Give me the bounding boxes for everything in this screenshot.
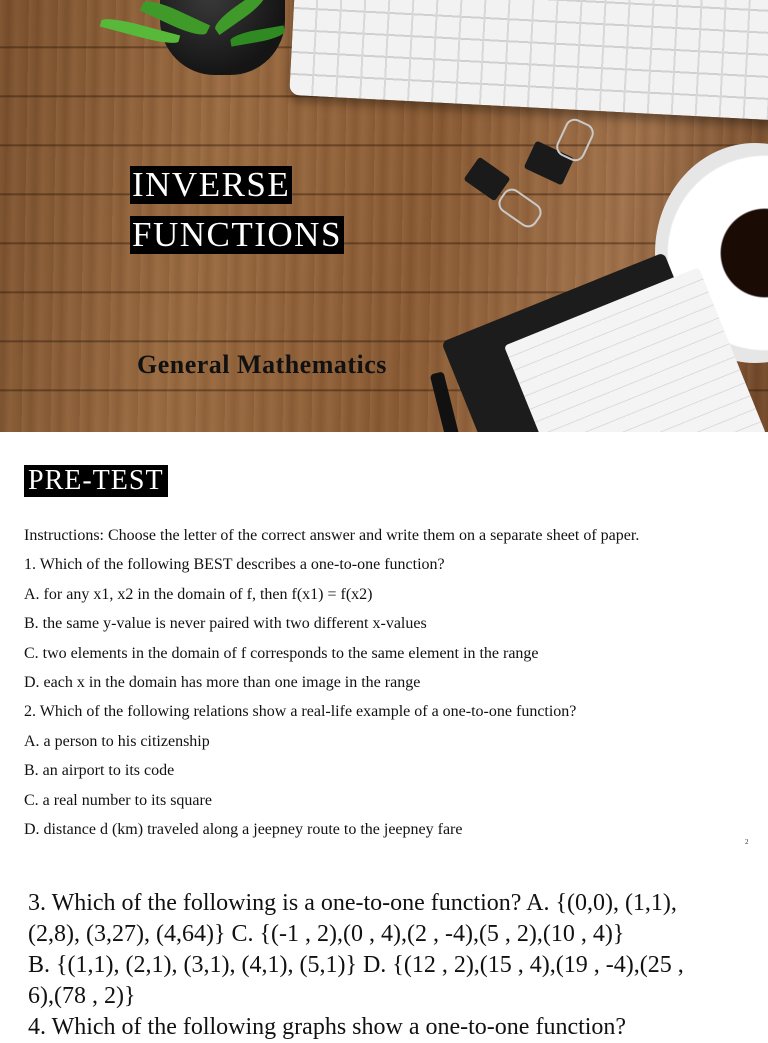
q2-option-a: A. a person to his citizenship xyxy=(24,732,210,750)
q2-option-b: B. an airport to its code xyxy=(24,762,175,780)
keyboard-image xyxy=(289,0,768,121)
question-3-line-3: B. {(1,1), (2,1), (3,1), (4,1), (5,1)} D. {(12 , 2),(15 , 4),(19 , -4),(25 , xyxy=(28,952,684,978)
cover-slide xyxy=(0,0,768,432)
question-3-line-4: 6),(78 , 2)} xyxy=(28,983,136,1009)
question-1: 1. Which of the following BEST describes a one-to-one function? xyxy=(24,556,445,574)
title-line-1: INVERSE xyxy=(132,165,291,204)
title-line-2: FUNCTIONS xyxy=(132,215,342,254)
subtitle: General Mathematics xyxy=(137,350,387,379)
question-3-line-1: 3. Which of the following is a one-to-one function? A. {(0,0), (1,1), xyxy=(28,890,677,916)
q1-option-b: B. the same y-value is never paired with two different x-values xyxy=(24,615,427,633)
pretest-heading: PRE-TEST xyxy=(24,465,168,497)
instructions-text: Instructions: Choose the letter of the correct answer and write them on a separate sheet of paper. xyxy=(24,527,640,544)
pretest-question-list xyxy=(24,521,759,844)
q1-option-c: C. two elements in the domain of f corresponds to the same element in the range xyxy=(24,644,539,662)
question-4: 4. Which of the following graphs show a one-to-one function? xyxy=(28,1014,627,1040)
q2-option-d: D. distance d (km) traveled along a jeepney route to the jeepney fare xyxy=(24,821,463,839)
page-number: 2 xyxy=(745,838,749,846)
binder-clip-wire xyxy=(495,185,546,232)
pen-image xyxy=(430,371,461,432)
slide3-text xyxy=(28,888,748,1043)
question-2: 2. Which of the following relations show a real-life example of a one-to-one function? xyxy=(24,703,577,721)
question-3-line-2: (2,8), (3,27), (4,64)} C. {(-1 , 2),(0 , 4),(2 , -4),(5 , 2),(10 , 4)} xyxy=(28,921,625,947)
q1-option-a: A. for any x1, x2 in the domain of f, then f(x1) = f(x2) xyxy=(24,585,373,603)
q1-option-d: D. each x in the domain has more than one image in the range xyxy=(24,674,421,692)
q2-option-c: C. a real number to its square xyxy=(24,791,212,809)
